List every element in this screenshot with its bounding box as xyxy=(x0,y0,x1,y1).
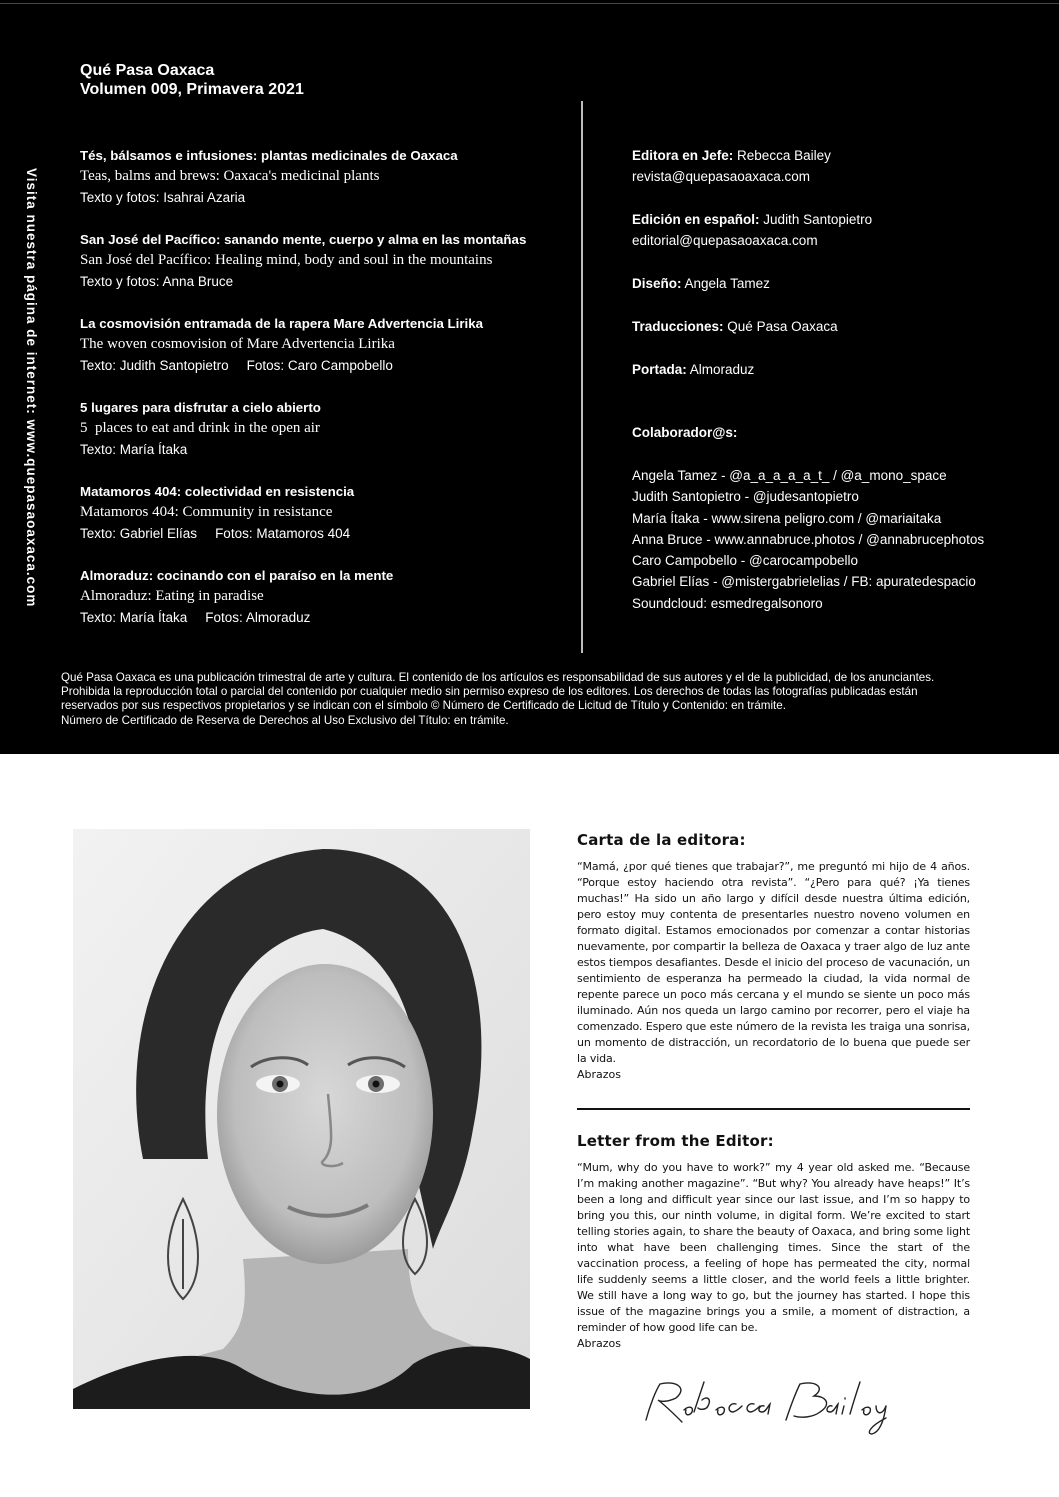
contents-list xyxy=(80,145,570,649)
contents-item[interactable] xyxy=(80,313,570,376)
article-credit xyxy=(80,607,570,628)
website-vertical-text: Visita nuestra página de internet: www.quepasaoaxaca.com xyxy=(24,168,39,608)
collaborator-item[interactable]: Soundcloud: esmedregalsonoro xyxy=(632,595,823,611)
article-english-title: The woven cosmovision of Mare Advertencia Lirika xyxy=(80,336,395,352)
letter-body-english: “Mum, why do you have to work?” my 4 year old asked me. “Because I’m making another magazine”. “But why? You already have heaps!” It’s been a long and difficult year since our last issue, and I’m so happy to bring you this, our ninth volume, in digital form. We’re excited to start telling stories again, to share the beauty of Oaxaca, and bring some light into what have been challenging times. Since the start of the vaccination process, a feeling of hope has permeated the city, normal life suddenly seems a little closer, and the world feels a little brighter. We still have a long way to go, but the journey has started. I hope this issue of the magazine brings you a smile, a moment of distraction, a reminder of how good life can be. xyxy=(577,1161,970,1334)
article-credit xyxy=(80,187,570,208)
collaborator-item[interactable]: Angela Tamez - @a_a_a_a_a_t_ / @a_mono_space xyxy=(632,468,947,483)
contents-item[interactable] xyxy=(80,397,570,460)
article-title: 5 lugares para disfrutar a cielo abierto xyxy=(80,400,321,415)
staff-name: Almoraduz xyxy=(689,362,755,377)
staff-email-link[interactable]: editorial@quepasaoaxaca.com xyxy=(632,233,818,248)
legal-line: reservados por sus respectivos propietarios y se indican con el símbolo © Número de Certificado de Licitud de Título y Contenido: en trámite. xyxy=(61,699,786,713)
staff-label: Traducciones: xyxy=(632,319,724,334)
article-photo-credit: Fotos: Matamoros 404 xyxy=(215,526,351,541)
staff-credits xyxy=(632,145,1042,614)
letter-divider xyxy=(577,1108,970,1110)
masthead-title xyxy=(80,61,304,99)
collaborator-item[interactable]: Anna Bruce - www.annabruce.photos / @annabrucephotos xyxy=(632,531,985,547)
article-title: Almoraduz: cocinando con el paraíso en la mente xyxy=(80,568,394,583)
article-credit-text: Texto: María Ítaka xyxy=(80,442,188,457)
collaborators-heading: Colaborador@s: xyxy=(632,425,738,440)
column-divider xyxy=(581,101,583,653)
editor-signature xyxy=(636,1370,926,1440)
article-credit-text: Texto: María Ítaka xyxy=(80,610,188,625)
staff-editor-in-chief xyxy=(632,145,1042,187)
article-title: Matamoros 404: colectividad en resistencia xyxy=(80,484,355,499)
letter-heading-english: Letter from the Editor: xyxy=(577,1132,774,1150)
staff-name: Rebecca Bailey xyxy=(737,148,831,163)
collaborator-item[interactable]: Caro Campobello - @carocampobello xyxy=(632,553,859,569)
staff-label: Edición en español: xyxy=(632,212,760,227)
issue-volume: Volumen 009, Primavera 2021 xyxy=(80,81,304,98)
collaborator-item[interactable]: Gabriel Elías - @mistergabrielelias / FB: apuratedespacio xyxy=(632,574,976,590)
staff-label: Editora en Jefe: xyxy=(632,148,734,163)
legal-line: Qué Pasa Oaxaca es una publicación trimestral de arte y cultura. El contenido de los artículos es responsabilidad de sus autores y el de la publicidad, de los anunciantes. xyxy=(61,671,935,684)
staff-name: Judith Santopietro xyxy=(763,212,873,227)
staff-label: Diseño: xyxy=(632,276,682,291)
article-title: Tés, bálsamos e infusiones: plantas medicinales de Oaxaca xyxy=(80,148,458,163)
top-border-line xyxy=(0,3,1059,4)
article-photo-credit: Fotos: Caro Campobello xyxy=(246,358,393,373)
legal-line: Número de Certificado de Reserva de Derechos al Uso Exclusivo del Título: en trámite. xyxy=(61,713,509,727)
article-english-title: Almoraduz: Eating in paradise xyxy=(80,588,264,604)
staff-email-link[interactable]: revista@quepasaoaxaca.com xyxy=(632,169,811,184)
article-english-title: San José del Pacífico: Healing mind, body and soul in the mountains xyxy=(80,252,493,268)
article-credit-text: Texto: Judith Santopietro xyxy=(80,358,229,373)
article-credit xyxy=(80,439,570,460)
article-credit xyxy=(80,271,570,292)
article-english-title: 5 places to eat and drink in the open air xyxy=(80,420,320,436)
letter-body-spanish: “Mamá, ¿por qué tienes que trabajar?”, me preguntó mi hijo de 4 años. “Porque estoy haciendo otra revista”. “¿Pero para qué? ¡Ya tienes muchas!” Ha sido un año largo y difícil desde nuestra última edición, pero estoy muy contenta de presentarles nuestro noveno volumen en formato digital. Estamos emocionados por comenzar a contar historias nuevamente, por compartir la belleza de Oaxaca y traer algo de luz ante estos tiempos desafiantes. Desde el inicio del proceso de vacunación, un sentimiento de esperanza ha permeado la ciudad, la vida normal de repente parece un poco más cercana y el mundo se siente un poco más iluminado. Aún nos queda un largo camino por recorrer, pero el viaje ha comenzado. Espero que este número de la revista les traiga una sonrisa, un momento de distracción, un recordatorio de lo buena que puede ser la vida. xyxy=(577,860,970,1065)
magazine-name: Qué Pasa Oaxaca xyxy=(80,62,215,79)
staff-design xyxy=(632,273,1042,294)
article-credit-text: Texto y fotos: Isahrai Azaria xyxy=(80,190,246,205)
staff-cover xyxy=(632,359,1042,380)
staff-translations xyxy=(632,316,1042,337)
staff-spanish-edition xyxy=(632,209,1042,251)
contents-item[interactable] xyxy=(80,565,570,628)
editor-letter-english xyxy=(577,1132,970,1352)
article-credit-text: Texto: Gabriel Elías xyxy=(80,526,198,541)
article-credit-text: Texto y fotos: Anna Bruce xyxy=(80,274,234,289)
staff-name: Qué Pasa Oaxaca xyxy=(727,319,838,334)
contents-item[interactable] xyxy=(80,481,570,544)
article-credit xyxy=(80,523,570,544)
article-english-title: Teas, balms and brews: Oaxaca's medicinal plants xyxy=(80,168,380,184)
editor-portrait-photo xyxy=(73,829,530,1409)
staff-name: Angela Tamez xyxy=(684,276,770,291)
staff-label: Portada: xyxy=(632,362,687,377)
article-photo-credit: Fotos: Almoraduz xyxy=(205,610,311,625)
article-english-title: Matamoros 404: Community in resistance xyxy=(80,504,333,520)
collaborator-item[interactable]: María Ítaka - www.sirena peligro.com / @mariaitaka xyxy=(632,510,942,526)
legal-line: Prohibida la reproducción total o parcial del contenido por cualquier medio sin permiso expreso de los editores. Los derechos de todas las fotografías publicadas están xyxy=(61,685,918,699)
letter-closing-spanish: Abrazos xyxy=(577,1068,622,1081)
article-title: San José del Pacífico: sanando mente, cuerpo y alma en las montañas xyxy=(80,232,527,247)
letter-closing-english: Abrazos xyxy=(577,1337,622,1350)
editor-letter-spanish xyxy=(577,831,970,1083)
contents-item[interactable] xyxy=(80,229,570,292)
legal-notice xyxy=(61,671,1021,728)
article-title: La cosmovisión entramada de la rapera Mare Advertencia Lirika xyxy=(80,316,484,331)
article-credit xyxy=(80,355,570,376)
contents-item[interactable] xyxy=(80,145,570,208)
letter-heading-spanish: Carta de la editora: xyxy=(577,831,746,849)
collaborator-item[interactable]: Judith Santopietro - @judesantopietro xyxy=(632,489,859,505)
